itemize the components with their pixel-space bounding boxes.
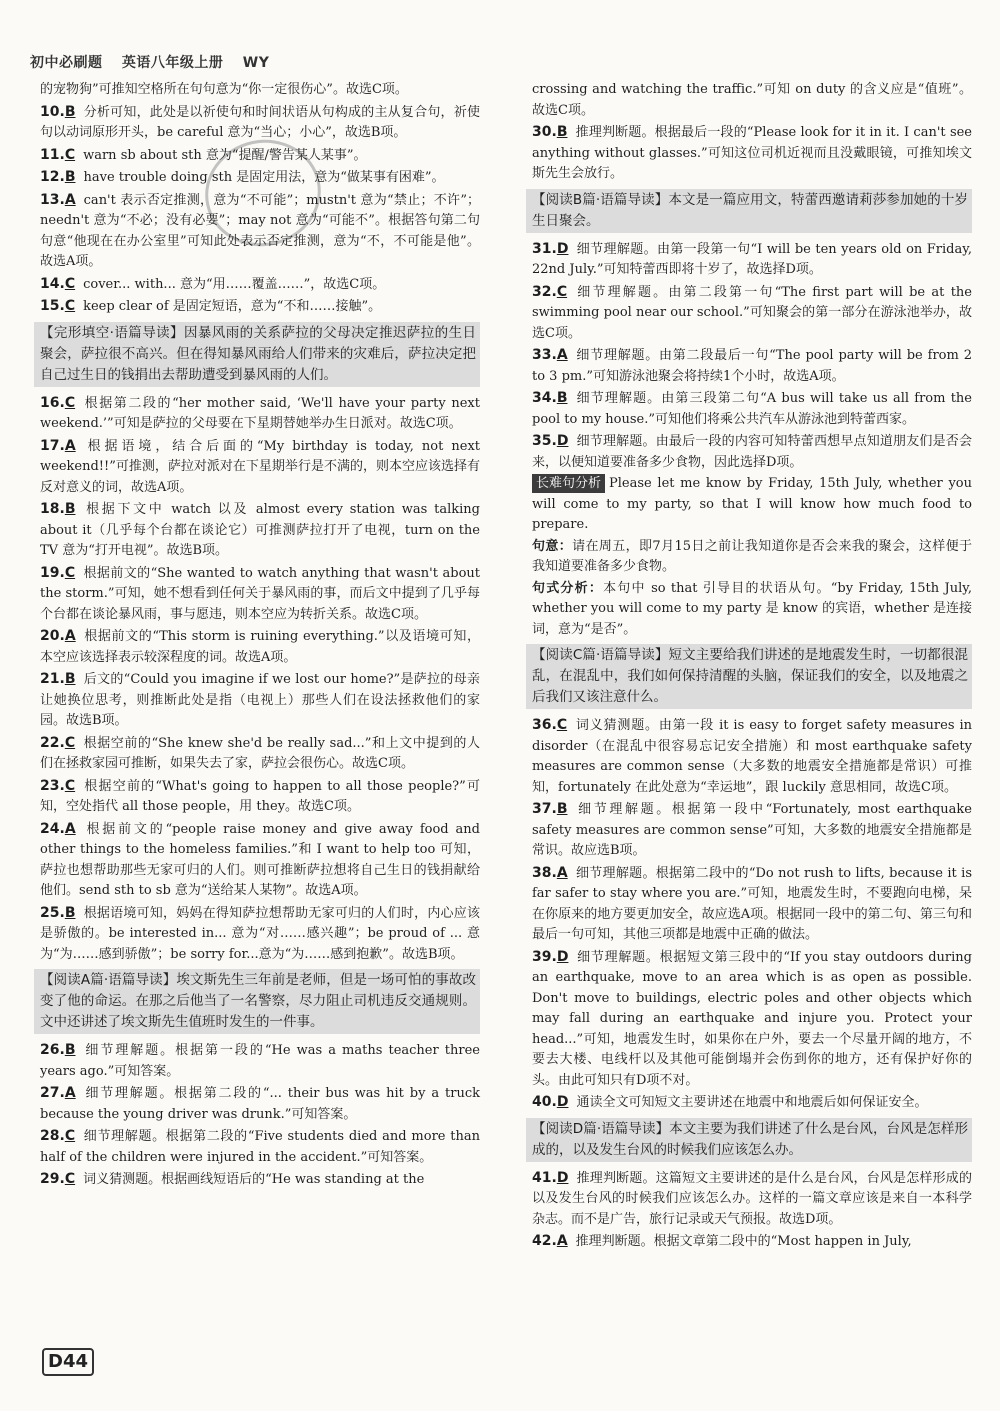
explanation-text: can't 表示否定推测，意为“不可能”；mustn't 意为“禁止；不许”；needn't 意为“不必；没有必要”；may not 意为“可能不”。根据答句第二句句意“他现在在办公室里”可知此处表示否定推测，意为“不，不可能是他”。故选A项。 [40, 192, 480, 269]
answer-item [532, 1168, 972, 1231]
answer-letter: C [64, 564, 76, 581]
explanation-text: cover... with... 意为“用……覆盖……”，故选C项。 [83, 276, 386, 292]
answer-letter: C [64, 394, 76, 411]
question-number: 14. [40, 275, 65, 292]
explanation-text: 细节理解题。由第二段第一句“The first part will be at the swimming pool near our school.”可知聚会的第一部分在游泳池举办，故选C项。 [532, 284, 972, 341]
explanation-text: 推理判断题。这篇短文主要讲述的是什么是台风，台风是怎样形成的以及发生台风的时候我们应该怎么办。这样的一篇文章应该是来自一本科学杂志。而不是广告，旅行记录或天气预报。故选D项。 [532, 1170, 972, 1227]
explanation-text: keep clear of 是固定短语，意为“不和……接触”。 [83, 299, 382, 314]
question-number: 10. [40, 103, 65, 120]
explanation-text: 推理判断题。根据文章第二段中的“Most happen in July, [575, 1234, 912, 1249]
question-number: 22. [40, 734, 65, 751]
explanation-text: warn sb about sth 意为“提醒/警告某人某事”。 [83, 147, 367, 163]
answer-item [40, 296, 480, 318]
answer-letter: C [64, 1171, 76, 1187]
answer-item [532, 1231, 972, 1253]
continued-text: crossing and watching the traffic.”可知 on duty 的含义应是“值班”。故选C项。 [532, 82, 972, 118]
explanation-text: 后文的“Could you imagine if we lost our home?”是萨拉的母亲让她换位思考，则推断此处是指（电视上）那些人们在设法拯救他们的家园。故选B项。 [40, 672, 480, 728]
explanation-text: 细节理解题。根据短文第三段中的“If you stay outdoors during an earthquake, move to an area which is as open as possible. Don't move to buildings, electric poles and other objects which may fall during an earthquake and injure you. Protect your head...”可知，地震发生时，如果你在户外，要去一个尽量开阔的地方，不要去大楼、电线杆以及其他可能倒塌并会伤到你的地方，还有保护好你的头。由此可知只有D项不对。 [532, 949, 972, 1088]
answer-item [532, 345, 972, 387]
question-number: 42. [532, 1233, 557, 1249]
question-number: 18. [40, 501, 65, 517]
explanation-text: 根据语境可知，妈妈在得知萨拉想帮助无家可归的人们时，内心应该是骄傲的。be interested in... 意为“对……感兴趣”；be proud of ... 意为“为……感到骄傲”；be sorry for...意为“为……感到抱歉”。故选B项。 [40, 905, 480, 962]
answer-letter: C [64, 298, 76, 314]
answer-item [40, 1083, 480, 1125]
edition-label: WY [242, 55, 270, 71]
answer-letter: A [556, 864, 568, 881]
answer-letter: C [64, 1128, 76, 1144]
explanation-text: 根据前文的“people raise money and give away food and other things to the homeless families.”和 I want to help too 可知，萨拉也想帮助那些无家可归的人们。则可推断萨拉想将自己生日的钱捐献给他们。send sth to sb 意为“送给某人某物”。故选A项。 [40, 821, 480, 898]
passage-guide: 【完形填空·语篇导读】因暴风雨的关系萨拉的父母决定推迟萨拉的生日聚会，萨拉很不高兴。但在得知暴风雨给人们带来的灾难后，萨拉决定把自己过生日的钱捐出去帮助遭受到暴风雨的人们。 [34, 322, 480, 387]
series-title: 初中必刷题 [30, 55, 103, 71]
explanation-text: 细节理解题。由第二段最后一句“The pool party will be from 2 to 3 pm.”可知游泳池聚会将持续1个小时，故选A项。 [532, 348, 972, 384]
answer-item [40, 1169, 480, 1191]
answer-letter: D [556, 1094, 569, 1110]
question-number: 37. [532, 801, 557, 817]
question-number: 41. [532, 1169, 557, 1186]
answer-item [40, 436, 480, 499]
note-label: 句意： [532, 538, 573, 554]
question-number: 24. [40, 820, 65, 837]
answer-letter: A [64, 1085, 76, 1101]
explanation-text: 细节理解题。由第一段第一句“I will be ten years old on Friday, 22nd July.”可知特蕾西即将十岁了，故选择D项。 [532, 241, 972, 277]
answer-item [532, 863, 972, 946]
passage-guide: 【阅读B篇·语篇导读】本文是一篇应用文，特蕾西邀请莉莎参加她的十岁生日聚会。 [526, 189, 972, 233]
explanation-text: 根据前文的“This storm is ruining everything.”以及语境可知，本空应该选择表示较深程度的词。故选A项。 [40, 629, 480, 665]
question-number: 11. [40, 146, 65, 163]
answer-item [40, 626, 480, 668]
answer-item [40, 733, 480, 775]
question-number: 35. [532, 433, 557, 449]
answer-item [532, 282, 972, 345]
question-number: 30. [532, 124, 557, 140]
note-text: 请在周五，即7月15日之前让我知道你是否会来我的聚会，这样便于我知道要准备多少食物。 [532, 538, 972, 574]
answer-letter: D [556, 948, 569, 965]
question-number: 19. [40, 564, 65, 581]
answer-item [532, 715, 972, 798]
explanation-text: 推理判断题。根据最后一段的“Please look for it in it. I can't see anything without glasses.”可知这位司机近视而且没戴眼镜，可推知埃文斯先生会放行。 [532, 125, 972, 181]
explanation-text: 细节理解题。根据第一段的“He was a maths teacher three years ago.”可知答案。 [40, 1043, 480, 1079]
answer-item [40, 1126, 480, 1168]
passage-guide: 【阅读A篇·语篇导读】埃文斯先生三年前是老师，但是一场可怕的事故改变了他的命运。在那之后他当了一名警察，尽力阻止司机违反交通规则。文中还讲述了埃文斯先生值班时发生的一件事。 [34, 969, 480, 1034]
answer-letter: C [64, 275, 76, 292]
answer-letter: C [64, 777, 76, 794]
page-number: D44 [42, 1348, 94, 1376]
answer-letter: C [64, 734, 76, 751]
answer-letter: A [64, 191, 76, 208]
explanation-text: 细节理解题。由最后一段的内容可知特蕾西想早点知道朋友们是否会来，以便知道要准备多少食物，因此选择D项。 [532, 434, 972, 470]
answer-item [532, 388, 972, 430]
explanation-text: 词义猜测题。由第一段 it is easy to forget safety measures in disorder（在混乱中很容易忘记安全措施）和 most earthquake safety measures are common sense（大多数的地震安全措施都是常识）可推知，fortunately 在此处意为“幸运地”，跟 luckily 意思相同，故选C项。 [532, 718, 972, 795]
explanation-text: 根据前文的“She wanted to watch anything that wasn't about the storm.”可知，她不想看到任何关于暴风雨的事，而后文中提到了几乎每个台都在谈论暴风雨，事与愿违，则本空应为转折关系。故选C项。 [40, 565, 480, 622]
page-header [30, 52, 490, 72]
explanation-text: 细节理解题。根据第二段的“... their bus was hit by a truck because the young driver was drunk.”可知答案。 [40, 1086, 480, 1122]
answer-item [532, 799, 972, 862]
answer-item [40, 563, 480, 626]
answer-item [532, 431, 972, 473]
answer-letter: C [64, 146, 76, 163]
answer-item [40, 102, 480, 144]
question-number: 20. [40, 628, 65, 644]
explanation-text: 细节理解题。根据第一段中“Fortunately, most earthquake safety measures are common sense”可知，大多数的地震安全措施都是常识。故应选B项。 [532, 802, 972, 858]
answer-letter: A [556, 347, 568, 363]
answer-item [40, 145, 480, 167]
passage-guide: 【阅读D篇·语篇导读】本文主要为我们讲述了什么是台风，台风是怎样形成的，以及发生台风的时候我们应该怎么办。 [526, 1118, 972, 1162]
explanation-text: 词义猜测题。根据画线短语后的“He was standing at the [83, 1172, 425, 1187]
analysis-note [532, 537, 972, 578]
question-number: 40. [532, 1094, 557, 1110]
sentence-analysis [532, 474, 972, 536]
explanation-text: 根据空前的“She knew she'd be really sad...”和上文中提到的人们在拯救家园可推断，如果失去了家，萨拉会很伤心。故选C项。 [40, 735, 480, 771]
explanation-text: have trouble doing sth 是固定用法，意为“做某事有困难”。 [83, 170, 445, 185]
answer-letter: B [64, 1042, 76, 1058]
answer-item [40, 1040, 480, 1082]
book-title: 英语八年级上册 [121, 55, 224, 71]
explanation-text: 细节理解题。由第三段第二句“A bus will take us all from the pool to my house.”可知他们将乘公共汽车从游泳池到特蕾西家。 [532, 391, 972, 427]
explanation-text: 根据语境，结合后面的“My birthday is today, not next weekend!!”可推测，萨拉对派对在下星期举行是不满的，则本空应该选择有反对意义的词，故选A项。 [40, 438, 480, 495]
question-number: 16. [40, 394, 65, 411]
answer-item [40, 819, 480, 902]
answer-letter: C [556, 283, 568, 300]
question-number: 38. [532, 864, 557, 881]
question-number: 29. [40, 1171, 65, 1187]
answer-item [40, 167, 480, 189]
right-column [532, 80, 972, 1254]
answer-letter: D [556, 433, 569, 449]
analysis-note [532, 579, 972, 641]
explanation-text: 根据第二段的“her mother said, ‘We'll have your party next weekend.’”可知是萨拉的父母要在下星期替她举办生日派对。故选C项。 [40, 395, 480, 431]
answer-item [40, 393, 480, 435]
question-number: 31. [532, 240, 557, 257]
answer-item [40, 190, 480, 273]
question-number: 27. [40, 1085, 65, 1101]
question-number: 15. [40, 298, 65, 314]
question-number: 39. [532, 948, 557, 965]
analysis-tag: 长难句分析 [532, 474, 605, 493]
left-column [40, 80, 480, 1192]
answer-item [40, 903, 480, 966]
answer-item [532, 1092, 972, 1114]
explanation-text: 分析可知，此处是以祈使句和时间状语从句构成的主从复合句，祈使句以动词原形开头，be careful 意为“当心；小心”，故选B项。 [40, 104, 480, 140]
answer-item [40, 669, 480, 732]
question-number: 34. [532, 390, 557, 406]
question-number: 17. [40, 437, 65, 454]
answer-letter: B [64, 103, 76, 120]
question-number: 23. [40, 777, 65, 794]
answer-letter: B [64, 501, 76, 517]
question-number: 12. [40, 169, 65, 185]
explanation-text: 根据空前的“What's going to happen to all those people?”可知，空处指代 all those people，用 they。故选C项。 [40, 778, 480, 814]
passage-guide: 【阅读C篇·语篇导读】短文主要给我们讲述的是地震发生时，一切都很混乱，在混乱中，我们如何保持清醒的头脑，保证我们的安全，以及地震之后我们又该注意什么。 [526, 644, 972, 709]
question-number: 36. [532, 717, 557, 733]
explanation-text: 通读全文可知短文主要讲述在地震中和地震后如何保证安全。 [576, 1095, 928, 1110]
answer-letter: B [64, 904, 76, 921]
answer-item [532, 239, 972, 281]
answer-letter: B [556, 124, 568, 140]
answer-letter: D [556, 240, 569, 257]
question-number: 13. [40, 191, 65, 208]
question-number: 28. [40, 1128, 65, 1144]
explanation-text: 细节理解题。根据第二段的“Five students died and more than half of the children were injured in the accident.”可知答案。 [40, 1129, 480, 1165]
question-number: 33. [532, 347, 557, 363]
answer-item [40, 499, 480, 562]
answer-letter: B [64, 169, 76, 185]
answer-letter: D [556, 1169, 569, 1186]
answer-letter: C [556, 717, 568, 733]
question-number: 21. [40, 671, 65, 687]
question-number: 25. [40, 904, 65, 921]
answer-letter: A [64, 820, 76, 837]
answer-item [40, 274, 480, 296]
answer-letter: A [64, 437, 76, 454]
answer-letter: B [64, 671, 76, 687]
note-label: 句式分析： [532, 580, 604, 596]
answer-letter: A [556, 1233, 568, 1249]
question-number: 26. [40, 1042, 65, 1058]
answer-item [532, 947, 972, 1092]
answer-letter: A [64, 628, 76, 644]
answer-letter: B [556, 801, 568, 817]
answer-item [40, 776, 480, 818]
explanation-text: 细节理解题。根据第二段中的“Do not rush to lifts, because it is far safer to stay where you are.”可知，地震发生时，不要跑向电梯，呆在你原来的地方要更加安全，故应选A项。根据同一段中的第二句、第三句和最后一句可知，其他三项都是地震中正确的做法。 [532, 865, 972, 942]
answer-letter: B [556, 390, 568, 406]
analysis-sentence: Please let me know by Friday, 15th July, whether you will come to my party, so that I will know how much food to prepare. [532, 476, 972, 532]
note-text: 本句中 so that 引导目的状语从句。“by Friday, 15th July, whether you will come to my party 是 know 的宾语，whether 是连接词，意为“是否”。 [532, 580, 972, 637]
continued-text: 的宠物狗”可推知空格所在句句意为“你一定很伤心”。故选C项。 [40, 82, 408, 97]
question-number: 32. [532, 283, 557, 300]
answer-item [532, 122, 972, 185]
explanation-text: 根据下文中 watch 以及 almost every station was talking about it（几乎每个台都在谈论它）可推测萨拉打开了电视，turn on the TV 意为“打开电视”。故选B项。 [40, 502, 480, 558]
